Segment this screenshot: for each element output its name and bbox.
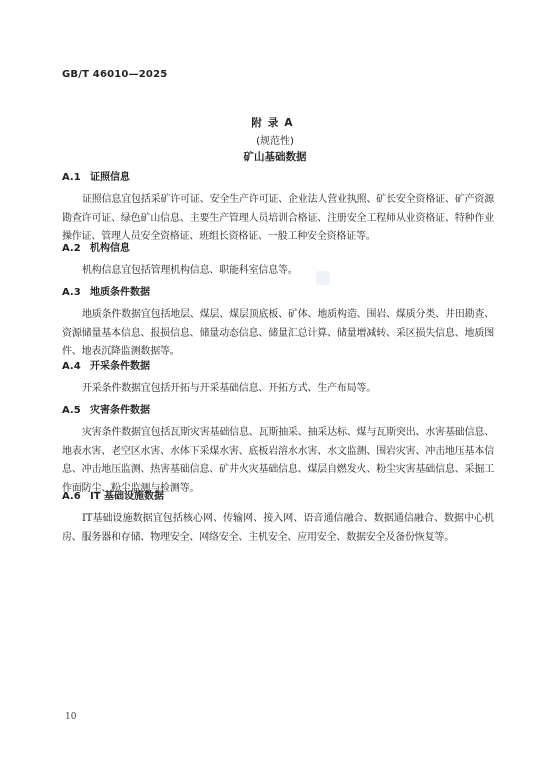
section-heading xyxy=(62,170,494,186)
section-title: 灾害条件数据 xyxy=(90,405,150,416)
section-title: 机构信息 xyxy=(90,243,130,254)
section-heading xyxy=(62,241,494,257)
section-title: IT 基础设施数据 xyxy=(90,491,165,502)
section-number: A.5 xyxy=(62,405,81,416)
section-number: A.6 xyxy=(62,491,81,502)
section-body: 机构信息宜包括管理机构信息、职能科室信息等。 xyxy=(82,265,298,276)
section-number: A.3 xyxy=(62,287,81,298)
section-a2 xyxy=(62,241,494,281)
section-heading xyxy=(62,489,494,505)
section-title: 证照信息 xyxy=(90,172,130,183)
section-number: A.2 xyxy=(62,243,81,254)
section-number: A.1 xyxy=(62,172,81,183)
section-body: 开采条件数据宜包括开拓与开采基础信息、开拓方式、生产布局等。 xyxy=(82,383,376,394)
section-title: 开采条件数据 xyxy=(90,361,150,372)
section-number: A.4 xyxy=(62,361,81,372)
section-body: 证照信息宜包括采矿许可证、安全生产许可证、企业法人营业执照、矿长安全资格证、矿产资源勘查许可证、绿色矿山信息、主要生产管理人员培训合格证、注册安全工程师从业资格证、特种作业操作证、管理人员安全资格证、班组长资格证、一般工种安全资格证等。 xyxy=(62,194,494,242)
watermark-mark xyxy=(316,271,330,285)
section-a1 xyxy=(62,170,494,247)
annex-title: 附录A xyxy=(251,117,299,129)
section-body: 地质条件数据宜包括地层、煤层、煤层顶底板、矿体、地质构造、围岩、煤质分类、井田勘查、资源储量基本信息、报损信息、储量动态信息、储量汇总计算、储量增减转、采区损失信息、地质图件、地表沉降监测数据等。 xyxy=(62,309,494,357)
section-a6 xyxy=(62,489,494,547)
annex-name: 矿山基础数据 xyxy=(243,151,307,163)
section-a5 xyxy=(62,403,494,498)
page-number: 10 xyxy=(65,712,77,722)
standard-code: GB/T 46010—2025 xyxy=(62,69,168,80)
section-a3 xyxy=(62,285,494,362)
annex-type: (规范性) xyxy=(256,136,294,147)
section-heading xyxy=(62,403,494,419)
section-a4 xyxy=(62,359,494,399)
section-heading xyxy=(62,285,494,301)
section-body: 灾害条件数据宜包括瓦斯灾害基础信息、瓦斯抽采、抽采达标、煤与瓦斯突出、水害基础信息、地表水害、老空区水害、水体下采煤水害、底板岩溶水水害、水文监测、围岩灾害、冲击地压基本信息、冲击地压监测、热害基础信息、矿井火灾基础信息、煤层自燃发火、粉尘灾害基础信息、采掘工作面防尘、粉尘监测与检测等。 xyxy=(62,427,494,494)
section-heading xyxy=(62,359,494,375)
section-body: IT基础设施数据宜包括核心网、传输网、接入网、语音通信融合、数据通信融合、数据中心机房、服务器和存储、物理安全、网络安全、主机安全、应用安全、数据安全及备份恢复等。 xyxy=(62,513,494,543)
section-title: 地质条件数据 xyxy=(90,287,150,298)
